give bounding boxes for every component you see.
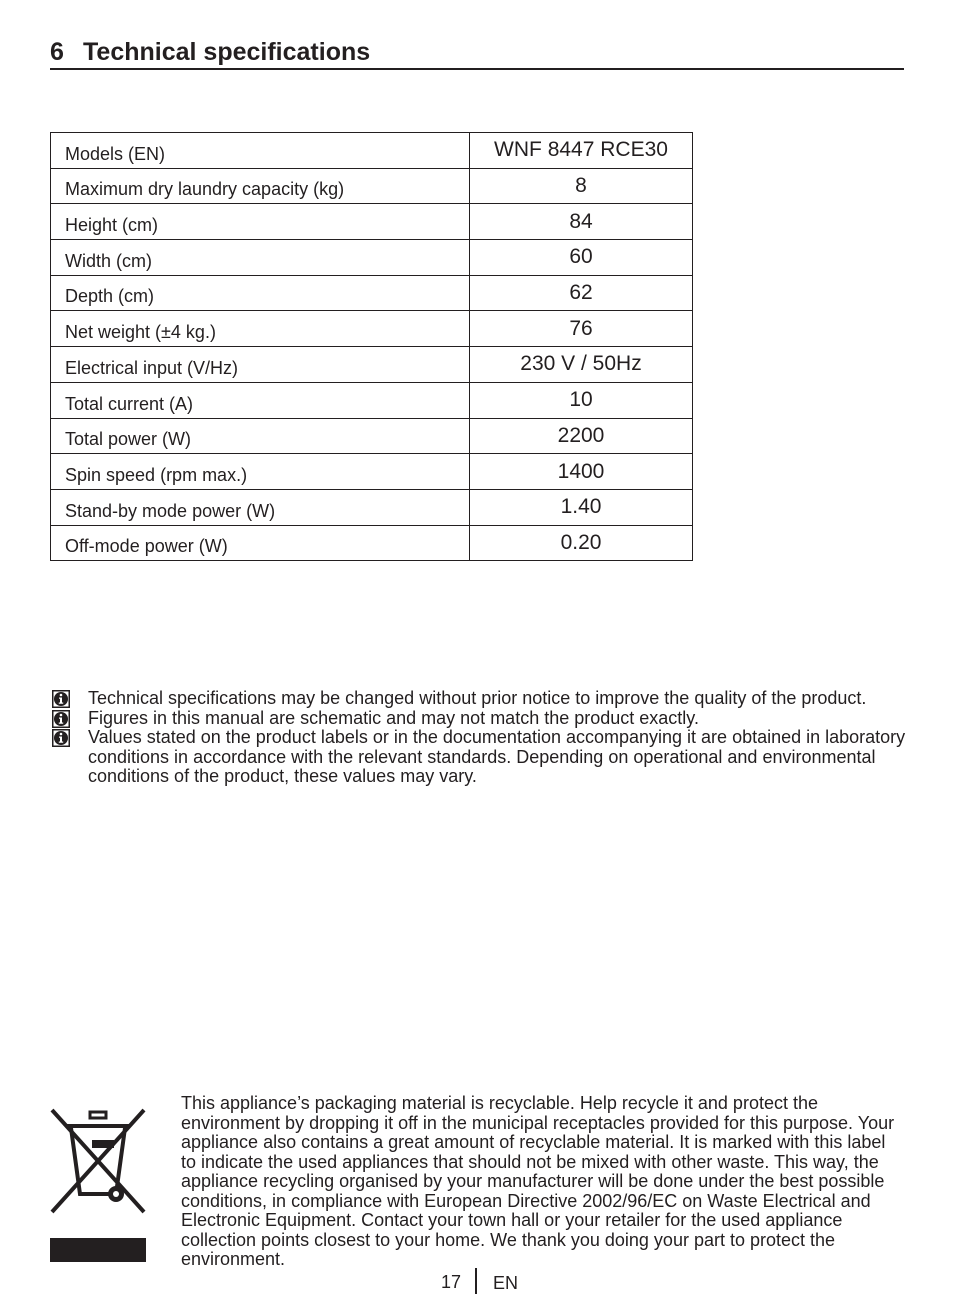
spec-value: 10	[470, 382, 693, 418]
table-row	[51, 240, 693, 276]
language-code: EN	[493, 1273, 519, 1293]
weee-label-bar	[50, 1238, 146, 1262]
section-heading	[50, 36, 904, 70]
spec-value: 2200	[470, 418, 693, 454]
table-row	[51, 168, 693, 204]
table-row	[51, 133, 693, 169]
footer-divider	[475, 1268, 477, 1294]
spec-value: 1.40	[470, 489, 693, 525]
crossed-out-wheelie-bin-icon	[48, 1104, 148, 1216]
spec-label: Total current (A)	[51, 382, 470, 418]
note-text: Values stated on the product labels or in the documentation accompanying it are obtained in laboratory conditions in accordance with the relevant standards. Depending on operational and environmental conditions of the product, these values may vary.	[88, 727, 906, 787]
spec-label: Electrical input (V/Hz)	[51, 347, 470, 383]
table-row	[51, 454, 693, 490]
spec-label: Height (cm)	[51, 204, 470, 240]
spec-label: Width (cm)	[51, 240, 470, 276]
spec-value: 84	[470, 204, 693, 240]
page-number: 17	[441, 1272, 462, 1292]
info-icon	[52, 690, 70, 708]
table-row	[51, 489, 693, 525]
specifications-table	[50, 132, 693, 561]
table-row	[51, 347, 693, 383]
spec-label: Models (EN)	[51, 133, 470, 169]
spec-value: 60	[470, 240, 693, 276]
note-text: Technical specifications may be changed without prior notice to improve the quality of the product.	[88, 688, 867, 708]
table-row	[51, 275, 693, 311]
spec-label: Off-mode power (W)	[51, 525, 470, 561]
spec-label: Spin speed (rpm max.)	[51, 454, 470, 490]
spec-label: Total power (W)	[51, 418, 470, 454]
table-row	[51, 204, 693, 240]
info-note	[52, 689, 912, 709]
table-row	[51, 311, 693, 347]
spec-value: 230 V / 50Hz	[470, 347, 693, 383]
table-row	[51, 382, 693, 418]
info-note	[52, 728, 912, 787]
page-footer	[0, 1268, 954, 1298]
spec-value: WNF 8447 RCE30	[470, 133, 693, 169]
spec-value: 76	[470, 311, 693, 347]
section-title: Technical specifications	[83, 38, 371, 66]
info-notes	[52, 689, 912, 787]
section-number: 6	[50, 38, 64, 66]
spec-label: Stand-by mode power (W)	[51, 489, 470, 525]
spec-value: 62	[470, 275, 693, 311]
info-note	[52, 709, 912, 729]
spec-label: Maximum dry laundry capacity (kg)	[51, 168, 470, 204]
spec-value: 8	[470, 168, 693, 204]
table-row	[51, 418, 693, 454]
info-icon	[52, 710, 70, 728]
spec-label: Net weight (±4 kg.)	[51, 311, 470, 347]
note-text: Figures in this manual are schematic and may not match the product exactly.	[88, 707, 699, 728]
spec-value: 1400	[470, 454, 693, 490]
spec-value: 0.20	[470, 525, 693, 561]
recycling-text: This appliance’s packaging material is recyclable. Help recycle it and protect the environment by dropping it off in the municipal receptacles provided for this purpose. Your appliance also contains a great amount of recyclable material. It is marked with this label to indicate the used appliances that should not be mixed with other waste. This way, the appliance recycling organised by your manufacturer will be done under the best possible conditions, in compliance with European Directive 2002/96/EC on Waste Electrical and Electronic Equipment. Contact your town hall or your retailer for the used appliance collection points closest to your home. We thank you doing your part to protect the environment.	[181, 1093, 895, 1269]
spec-label: Depth (cm)	[51, 275, 470, 311]
table-row	[51, 525, 693, 561]
info-icon	[52, 729, 70, 747]
